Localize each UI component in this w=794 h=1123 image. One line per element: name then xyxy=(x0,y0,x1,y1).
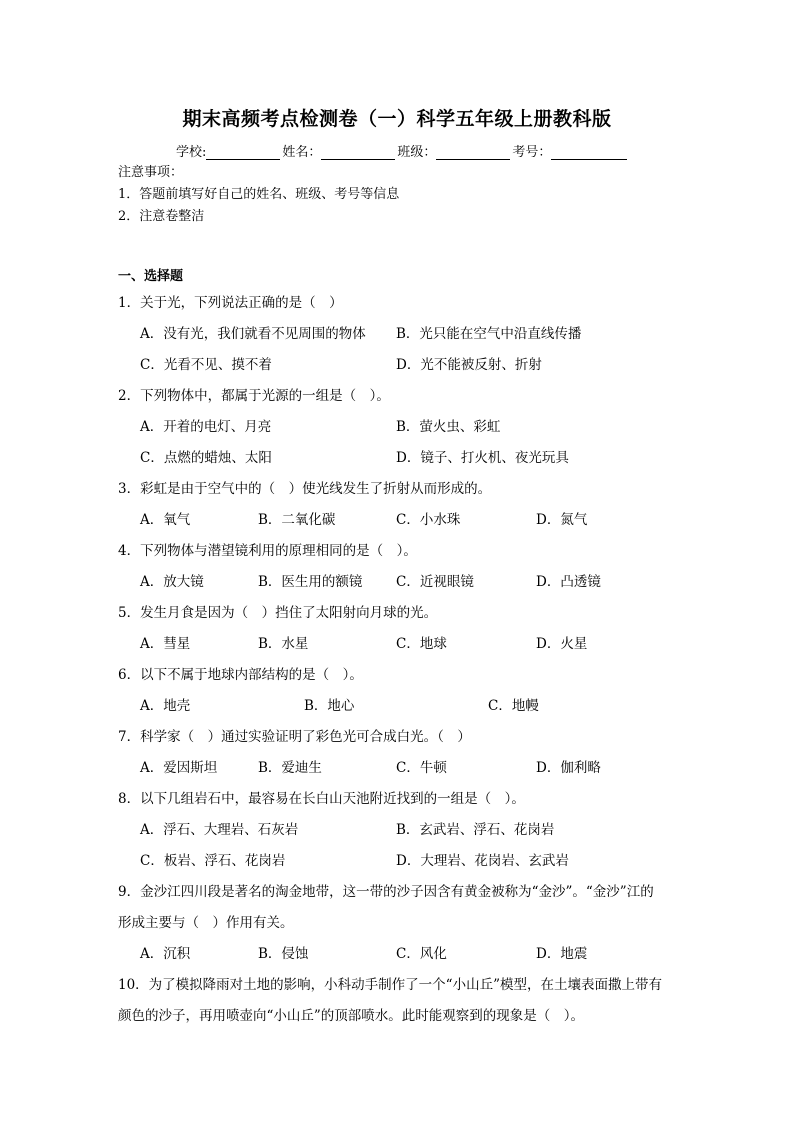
option[interactable]: A．放大镜 xyxy=(140,574,204,590)
question-text: 7．科学家（ ）通过实验证明了彩色光可合成白光。（ ） xyxy=(118,729,471,745)
option[interactable]: A．地壳 xyxy=(140,698,191,714)
question xyxy=(118,970,678,1032)
option[interactable]: A．氧气 xyxy=(140,512,191,528)
page-title: 期末高频考点检测卷（一）科学五年级上册教科版 xyxy=(182,108,612,130)
option[interactable]: A．开着的电灯、月亮 xyxy=(140,419,272,435)
option-row xyxy=(118,505,678,536)
number-label: 考号： xyxy=(512,145,552,160)
option[interactable]: B．萤火虫、彩虹 xyxy=(396,419,501,435)
option[interactable]: C．牛顿 xyxy=(396,760,447,776)
question-text: 8．以下几组岩石中，最容易在长白山天池附近找到的一组是（ ）。 xyxy=(118,791,525,807)
option[interactable]: B．光只能在空气中沿直线传播 xyxy=(396,326,582,342)
question-text: 3．彩虹是由于空气中的（ ）使光线发生了折射从而形成的。 xyxy=(118,481,492,497)
option[interactable]: D．氮气 xyxy=(536,512,588,528)
option-row xyxy=(118,846,678,877)
notes-heading: 注意事项： xyxy=(118,165,184,180)
option[interactable]: B．医生用的额镜 xyxy=(258,574,363,590)
option[interactable]: C．风化 xyxy=(396,946,447,962)
question xyxy=(118,598,678,660)
question-text: 9．金沙江四川段是著名的淘金地带，这一带的沙子因含有黄金被称为“金沙”。“金沙”江的 xyxy=(118,884,654,900)
question xyxy=(118,536,678,598)
option-row xyxy=(118,350,678,381)
option[interactable]: C．点燃的蜡烛、太阳 xyxy=(140,450,272,466)
question xyxy=(118,722,678,784)
question-text-continued: 形成主要与（ ）作用有关。 xyxy=(118,915,294,931)
option[interactable]: A．彗星 xyxy=(140,636,191,652)
question-text: 1．关于光，下列说法正确的是（ ） xyxy=(118,295,343,311)
option[interactable]: C．近视眼镜 xyxy=(396,574,474,590)
name-label: 姓名： xyxy=(282,145,322,160)
question xyxy=(118,288,678,381)
option[interactable]: D．大理岩、花岗岩、玄武岩 xyxy=(396,853,569,869)
option[interactable]: B．侵蚀 xyxy=(258,946,309,962)
option[interactable]: C．板岩、浮石、花岗岩 xyxy=(140,853,286,869)
school-blank[interactable] xyxy=(206,145,280,160)
option[interactable]: B．二氧化碳 xyxy=(258,512,336,528)
option[interactable]: A．沉积 xyxy=(140,946,191,962)
number-blank[interactable] xyxy=(551,145,627,160)
notes-block xyxy=(118,162,399,228)
option[interactable]: B．爱迪生 xyxy=(258,760,322,776)
option-row xyxy=(118,939,678,970)
option[interactable]: B．地心 xyxy=(304,698,355,714)
option[interactable]: D．光不能被反射、折射 xyxy=(396,357,542,373)
option[interactable]: A．没有光，我们就看不见周围的物体 xyxy=(140,326,366,342)
option[interactable]: C．小水珠 xyxy=(396,512,461,528)
option[interactable]: D．镜子、打火机、夜光玩具 xyxy=(396,450,569,466)
option[interactable]: C．地幔 xyxy=(488,698,539,714)
note-item: 1．答题前填写好自己的姓名、班级、考号等信息 xyxy=(118,187,400,202)
option-row xyxy=(118,629,678,660)
option-row xyxy=(118,815,678,846)
question-list xyxy=(118,288,678,1032)
option[interactable]: A．浮石、大理岩、石灰岩 xyxy=(140,822,299,838)
option[interactable]: D．凸透镜 xyxy=(536,574,601,590)
question-text: 6．以下不属于地球内部结构的是（ ）。 xyxy=(118,667,363,683)
question-text-continued: 颜色的沙子，再用喷壶向“小山丘”的顶部喷水。此时能观察到的现象是（ ）。 xyxy=(118,1008,585,1024)
question xyxy=(118,784,678,877)
option[interactable]: D．伽利略 xyxy=(536,760,601,776)
section-title: 一、选择题 xyxy=(118,269,184,284)
option[interactable]: C．地球 xyxy=(396,636,447,652)
option[interactable]: B．水星 xyxy=(258,636,309,652)
note-item: 2．注意卷整洁 xyxy=(118,209,205,224)
option-row xyxy=(118,691,678,722)
name-blank[interactable] xyxy=(321,145,395,160)
option[interactable]: D．地震 xyxy=(536,946,588,962)
question-text: 4．下列物体与潜望镜利用的原理相同的是（ ）。 xyxy=(118,543,417,559)
class-label: 班级： xyxy=(397,145,437,160)
question-text: 10．为了模拟降雨对土地的影响，小科动手制作了一个“小山丘”模型，在土壤表面撒上带有 xyxy=(118,977,662,993)
class-blank[interactable] xyxy=(436,145,510,160)
option-row xyxy=(118,443,678,474)
question xyxy=(118,877,678,970)
question xyxy=(118,474,678,536)
student-info-line xyxy=(176,141,646,160)
option[interactable]: D．火星 xyxy=(536,636,588,652)
option-row xyxy=(118,753,678,784)
option[interactable]: C．光看不见、摸不着 xyxy=(140,357,272,373)
option-row xyxy=(118,412,678,443)
question xyxy=(118,660,678,722)
question xyxy=(118,381,678,474)
option-row xyxy=(118,567,678,598)
option[interactable]: B．玄武岩、浮石、花岗岩 xyxy=(396,822,555,838)
option-row xyxy=(118,319,678,350)
option[interactable]: A．爱因斯坦 xyxy=(140,760,218,776)
school-label: 学校: xyxy=(176,145,207,160)
question-text: 2．下列物体中，都属于光源的一组是（ ）。 xyxy=(118,388,390,404)
question-text: 5．发生月食是因为（ ）挡住了太阳射向月球的光。 xyxy=(118,605,438,621)
